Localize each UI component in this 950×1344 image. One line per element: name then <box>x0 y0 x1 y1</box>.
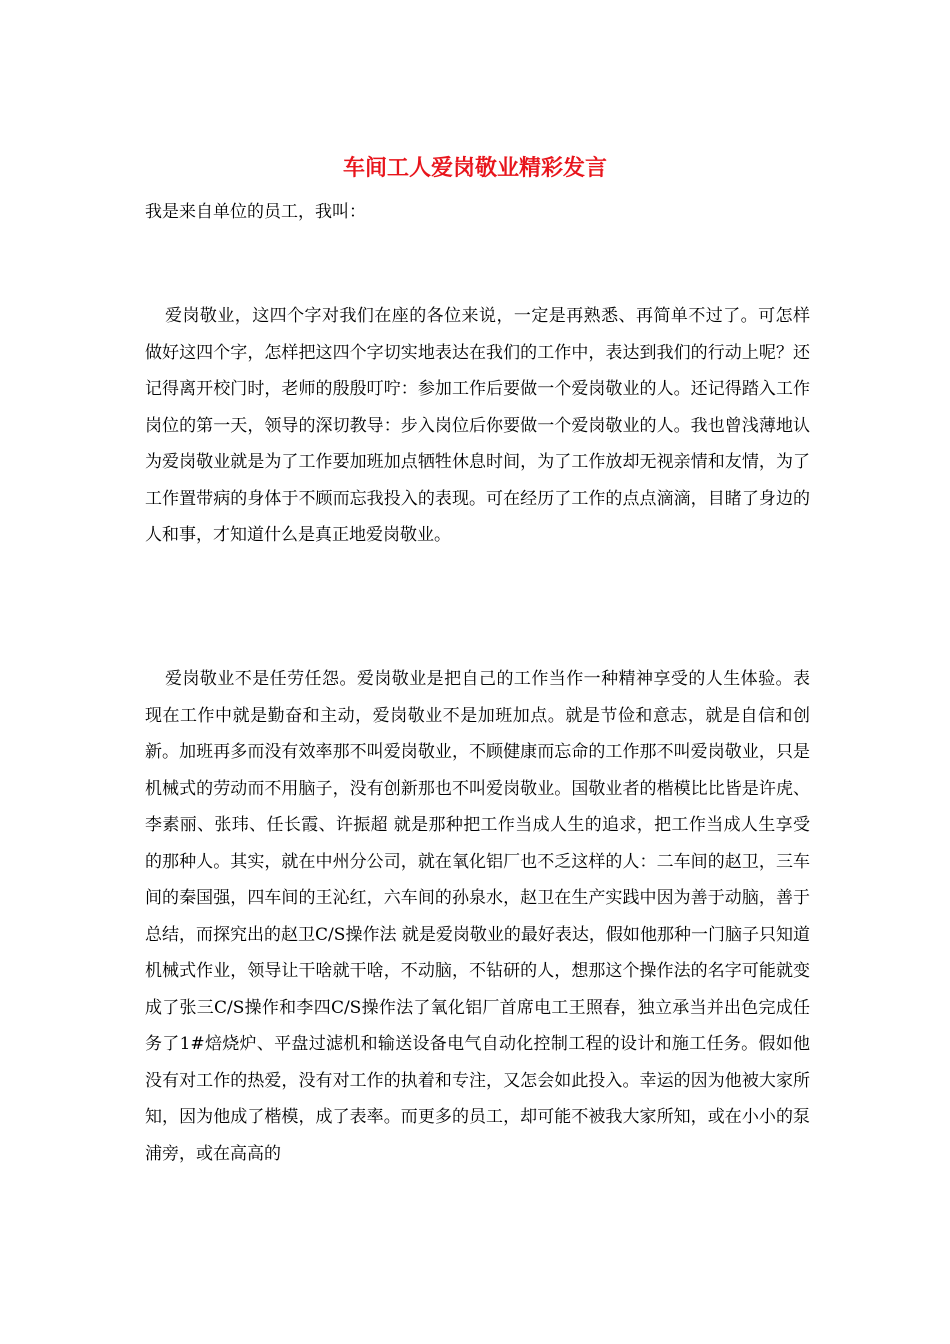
paragraph-2: 爱岗敬业不是任劳任怨。爱岗敬业是把自己的工作当作一种精神享受的人生体验。表现在工作中就是勤奋和主动，爱岗敬业不是加班加点。就是节俭和意志，就是自信和创新。加班再多而没有效率那不叫爱岗敬业，不顾健康而忘命的工作那不叫爱岗敬业，只是机械式的劳动而不用脑子，没有创新那也不叫爱岗敬业。国敬业者的楷模比比皆是许虎、李素丽、张玮、任长霞、许振超 就是那种把工作当成人生的追求，把工作当成人生享受的那种人。其实，就在中州分公司，就在氧化铝厂也不乏这样的人：二车间的赵卫，三车间的秦国强，四车间的王沁红，六车间的孙泉水，赵卫在生产实践中因为善于动脑，善于总结，而探究出的赵卫C/S操作法 就是爱岗敬业的最好表达，假如他那种一门脑子只知道机械式作业，领导让干啥就干啥，不动脑，不钻研的人，想那这个操作法的名字可能就变成了张三C/S操作和李四C/S操作法了氧化铝厂首席电工王照春，独立承当并出色完成任务了1#焙烧炉、平盘过滤机和输送设备电气自动化控制工程的设计和施工任务。假如他没有对工作的热爱，没有对工作的执着和专注，又怎会如此投入。幸运的因为他被大家所知，因为他成了楷模，成了表率。而更多的员工，却可能不被我大家所知，或在小小的泵浦旁，或在高高的 <box>145 669 810 1164</box>
document-title: 车间工人爱岗敬业精彩发言 <box>342 155 607 181</box>
intro-line: 我是来自单位的员工，我叫： <box>145 202 366 222</box>
paragraph-1: 爱岗敬业，这四个字对我们在座的各位来说，一定是再熟悉、再简单不过了。可怎样做好这四个字，怎样把这四个字切实地表达在我们的工作中，表达到我们的行动上呢？还记得离开校门时，老师的殷殷叮咛：参加工作后要做一个爱岗敬业的人。还记得踏入工作岗位的第一天，领导的深切教导：步入岗位后你要做一个爱岗敬业的人。我也曾浅薄地认为爱岗敬业就是为了工作要加班加点牺牲休息时间，为了工作放却无视亲情和友情，为了工作置带病的身体于不顾而忘我投入的表现。可在经历了工作的点点滴滴，目睹了身边的人和事，才知道什么是真正地爱岗敬业。 <box>145 306 810 545</box>
